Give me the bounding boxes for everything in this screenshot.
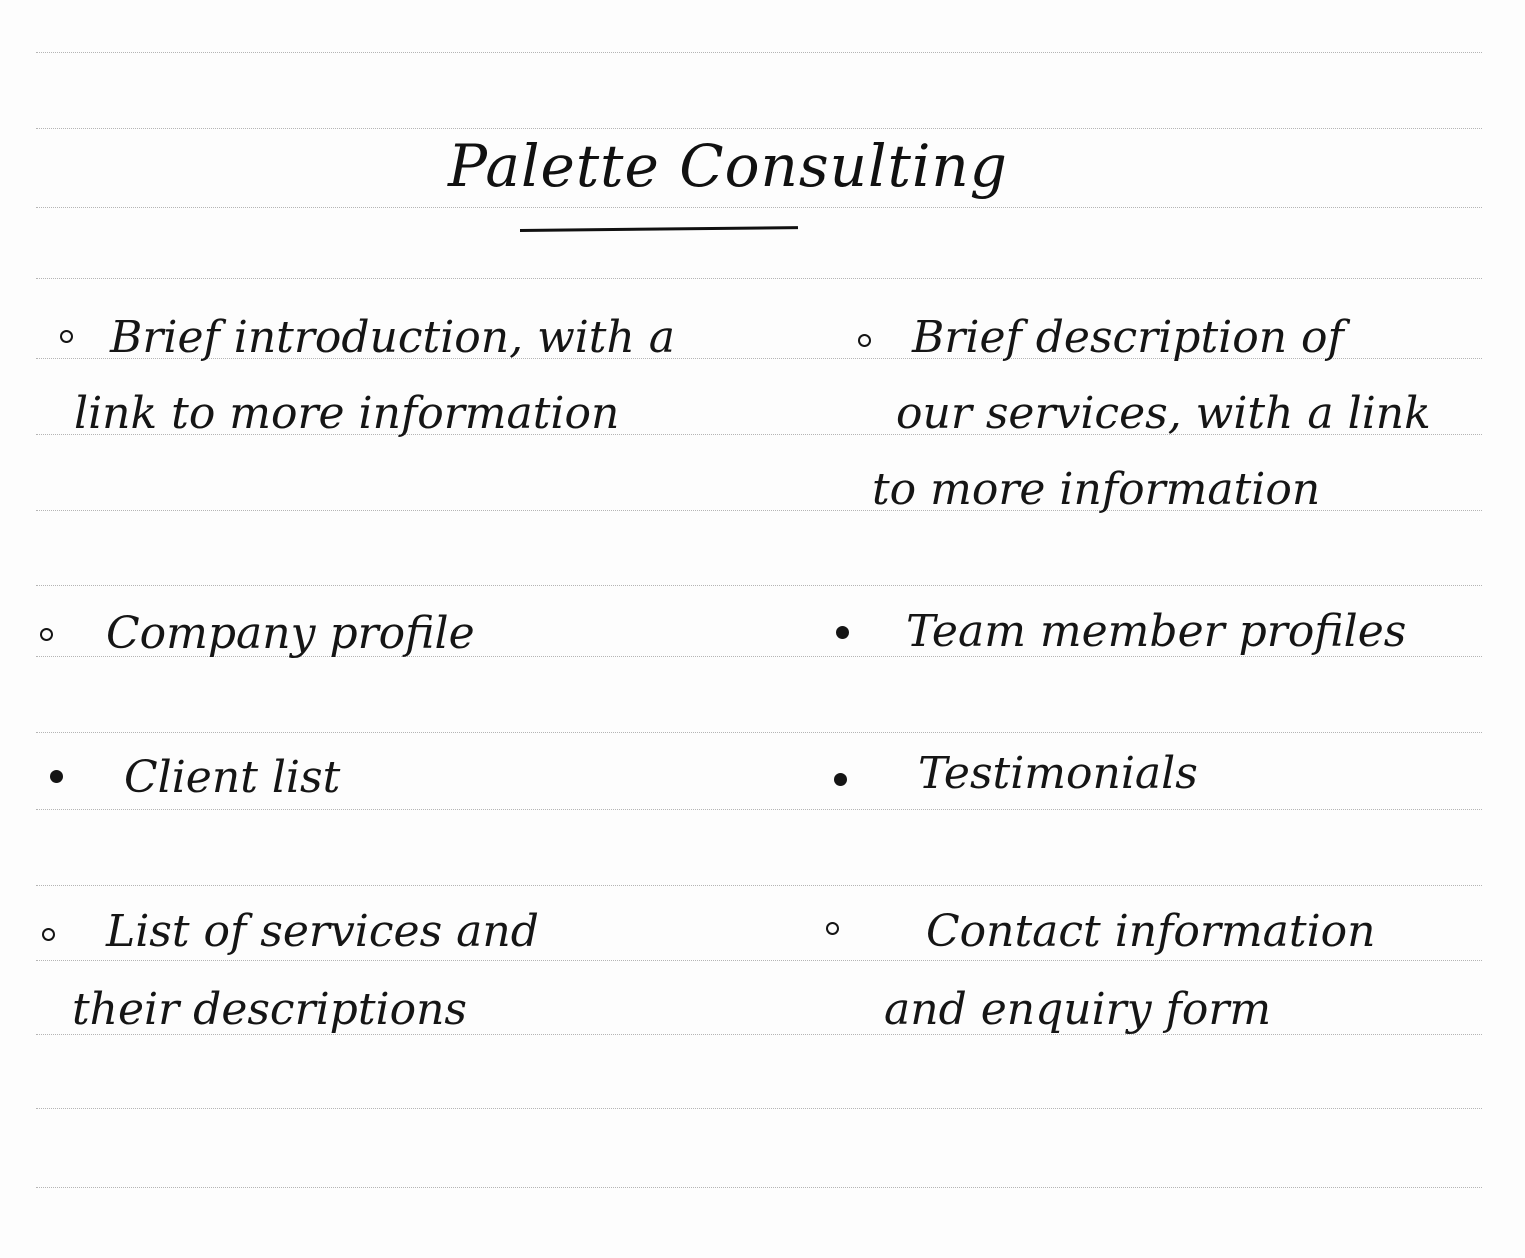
title-underline <box>520 226 798 232</box>
bullet-icon <box>834 773 847 786</box>
list-item-line: Brief description of <box>912 312 1344 363</box>
list-item-line: List of services and <box>106 906 539 957</box>
bullet-icon <box>42 928 55 941</box>
ruled-line <box>36 1187 1482 1188</box>
list-item-list-of-services-cont <box>72 972 467 1048</box>
bullet-icon <box>40 628 53 641</box>
ruled-line <box>36 207 1482 208</box>
list-item-contact-information-cont <box>884 972 1271 1048</box>
list-item-line: link to more information <box>74 388 620 439</box>
ruled-line <box>36 1108 1482 1109</box>
list-item-line: our services, with a link <box>896 388 1431 439</box>
list-item-line: and enquiry form <box>884 984 1272 1035</box>
bullet-icon <box>826 922 839 935</box>
list-item-testimonials <box>918 736 1198 812</box>
ruled-line <box>36 52 1482 53</box>
list-item-line: Company profile <box>106 608 475 659</box>
ruled-line <box>36 278 1482 279</box>
ruled-line <box>36 732 1482 733</box>
ruled-line <box>36 885 1482 886</box>
list-item-brief-introduction <box>110 300 675 376</box>
list-item-brief-description-cont2 <box>872 452 1320 528</box>
list-item-line: Contact information <box>926 906 1376 957</box>
bullet-icon <box>858 334 871 347</box>
list-item-team-member-profiles <box>906 594 1406 670</box>
ruled-line <box>36 128 1482 129</box>
list-item-brief-description <box>912 300 1344 376</box>
list-item-line: Team member profiles <box>906 606 1407 657</box>
bullet-icon <box>50 770 63 783</box>
list-item-brief-description-cont <box>896 376 1431 452</box>
list-item-contact-information <box>926 894 1375 970</box>
list-item-line: to more information <box>872 464 1321 515</box>
list-item-brief-introduction-cont <box>74 376 619 452</box>
list-item-line: Brief introduction, with a <box>110 312 676 363</box>
list-item-client-list <box>124 740 340 816</box>
list-item-company-profile <box>106 596 475 672</box>
bullet-icon <box>836 626 849 639</box>
list-item-line: Client list <box>124 752 341 803</box>
ruled-line <box>36 585 1482 586</box>
bullet-icon <box>60 330 73 343</box>
list-item-list-of-services <box>106 894 539 970</box>
list-item-line: their descriptions <box>72 984 468 1035</box>
page-title: Palette Consulting <box>448 132 1008 200</box>
list-item-line: Testimonials <box>918 748 1198 799</box>
